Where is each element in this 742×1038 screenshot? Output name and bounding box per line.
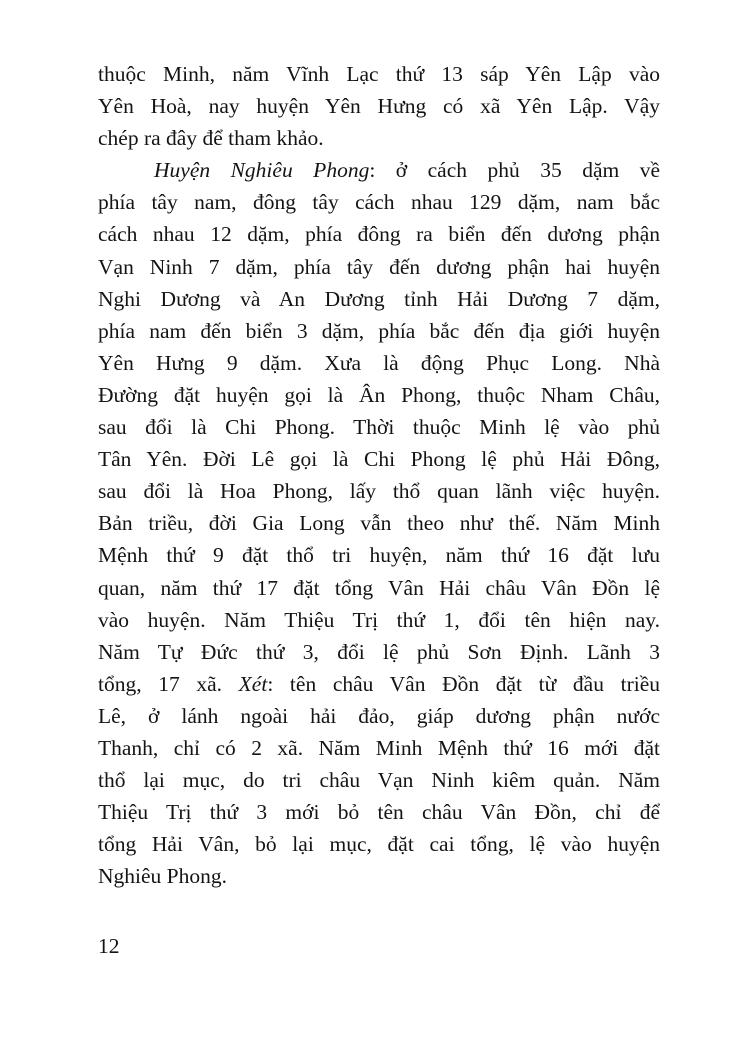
text-line: sau đổi là Chi Phong. Thời thuộc Minh lệ vào phủ xyxy=(98,415,660,440)
text-line: tổng Hải Vân, bỏ lại mục, đặt cai tổng, lệ vào huyện xyxy=(98,832,660,857)
text-line: chép ra đây để tham khảo. xyxy=(98,126,324,151)
text-line xyxy=(98,668,660,700)
text-line: thổ lại mục, do tri châu Vạn Ninh kiêm quản. Năm xyxy=(98,768,660,793)
text-line: Bản triều, đời Gia Long vẫn theo như thế. Năm Minh xyxy=(98,511,660,536)
text-line: Thanh, chỉ có 2 xã. Năm Minh Mệnh thứ 16 mới đặt xyxy=(98,735,660,760)
text-run: tổng, 17 xã. xyxy=(98,671,239,696)
text-line: quan, năm thứ 17 đặt tổng Vân Hải châu Vân Đồn lệ xyxy=(98,575,660,600)
text-line: Thiệu Trị thứ 3 mới bỏ tên châu Vân Đồn, chỉ để xyxy=(98,800,660,825)
text-line: phía nam đến biển 3 dặm, phía bắc đến địa giới huyện xyxy=(98,318,660,343)
text-line xyxy=(98,154,660,186)
note-label: Xét xyxy=(238,671,268,696)
district-heading: Huyện Nghiêu Phong xyxy=(154,158,370,183)
text-line: thuộc Minh, năm Vĩnh Lạc thứ 13 sáp Yên Lập vào xyxy=(98,62,660,86)
text-line: Vạn Ninh 7 dặm, phía tây đến dương phận hai huyện xyxy=(98,254,660,279)
text-line: Tân Yên. Đời Lê gọi là Chi Phong lệ phủ Hải Đông, xyxy=(98,447,660,472)
text-line: Yên Hưng 9 dặm. Xưa là động Phục Long. Nhà xyxy=(98,350,660,375)
text-run: : tên châu Vân Đồn đặt từ đầu triều xyxy=(267,671,660,696)
page-number: 12 xyxy=(98,934,120,958)
body-text xyxy=(98,58,660,892)
text-line: Lê, ở lánh ngoài hải đảo, giáp dương phận nước xyxy=(98,703,660,728)
text-line: Nghiêu Phong. xyxy=(98,864,227,889)
text-line: phía tây nam, đông tây cách nhau 129 dặm, nam bắc xyxy=(98,190,660,215)
text-line: cách nhau 12 dặm, phía đông ra biển đến dương phận xyxy=(98,222,660,247)
text-run: : ở cách phủ 35 dặm về xyxy=(369,158,661,183)
text-line: Mệnh thứ 9 đặt thổ tri huyện, năm thứ 16 đặt lưu xyxy=(98,543,660,568)
text-line: Năm Tự Đức thứ 3, đổi lệ phủ Sơn Định. Lãnh 3 xyxy=(98,639,660,664)
text-line: Yên Hoà, nay huyện Yên Hưng có xã Yên Lập. Vậy xyxy=(98,94,660,119)
text-line: Nghi Dương và An Dương tỉnh Hải Dương 7 dặm, xyxy=(98,286,660,311)
text-line: vào huyện. Năm Thiệu Trị thứ 1, đổi tên hiện nay. xyxy=(98,607,660,632)
text-line: Đường đặt huyện gọi là Ân Phong, thuộc Nham Châu, xyxy=(98,382,660,407)
text-line: sau đổi là Hoa Phong, lấy thổ quan lãnh việc huyện. xyxy=(98,479,660,504)
